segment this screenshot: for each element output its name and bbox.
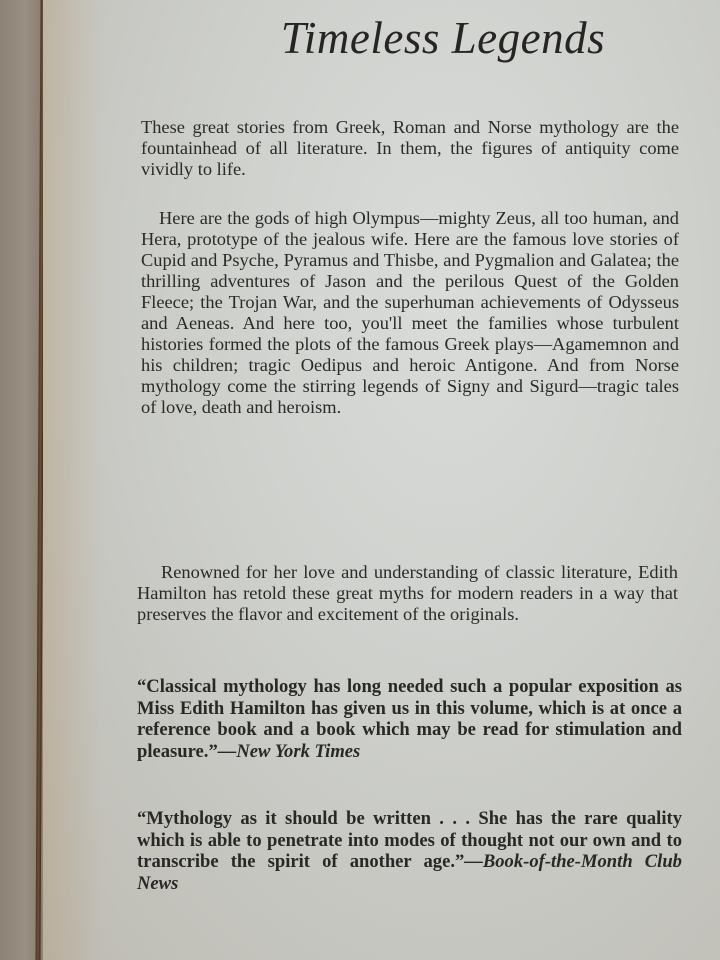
quote-text: “Mythology as it should be written . . . She has the rare quality which is able to penetrate into modes of thought not our own and to transcribe the spirit of another age.” xyxy=(137,808,682,872)
book-page xyxy=(43,0,720,960)
quote-source: —New York Times xyxy=(217,740,361,762)
author-paragraph: Renowned for her love and understanding of classic literature, Edith Hamilton has retold these great myths for modern readers in a way that preserves the flavor and excitement of the originals. xyxy=(137,562,678,624)
review-quote-botm xyxy=(137,808,682,894)
page-content xyxy=(133,0,713,894)
gods-paragraph: Here are the gods of high Olympus—mighty Zeus, all too human, and Hera, prototype of the jealous wife. Here are the famous love stories of Cupid and Psyche, Pyramus and Thisbe, and Pygmalion and Galatea; the thrilling adventures of Jason and the perilous Quest of the Golden Fleece; the Trojan War, and the superhuman achievements of Odysseus and Aeneas. And here too, you'll meet the families whose turbulent histories formed the plots of the famous Greek plays—Agamemnon and his children; tragic Oedipus and heroic Antigone. And from Norse mythology come the stirring legends of Signy and Sigurd—tragic tales of love, death and heroism. xyxy=(141,208,679,417)
quote-source: —Book-of-the-Month Club News xyxy=(137,851,682,894)
intro-paragraph: These great stories from Greek, Roman and Norse mythology are the fountainhead of all literature. In them, the figures of antiquity come vividly to life. xyxy=(141,117,679,179)
quote-text: “Classical mythology has long needed such a popular exposition as Miss Edith Hamilton has given us in this volume, which is at once a reference book and a book which may be read for stimulation and pleasure.” xyxy=(137,676,682,762)
page-title: Timeless Legends xyxy=(280,13,606,63)
review-quote-nyt xyxy=(137,676,682,762)
